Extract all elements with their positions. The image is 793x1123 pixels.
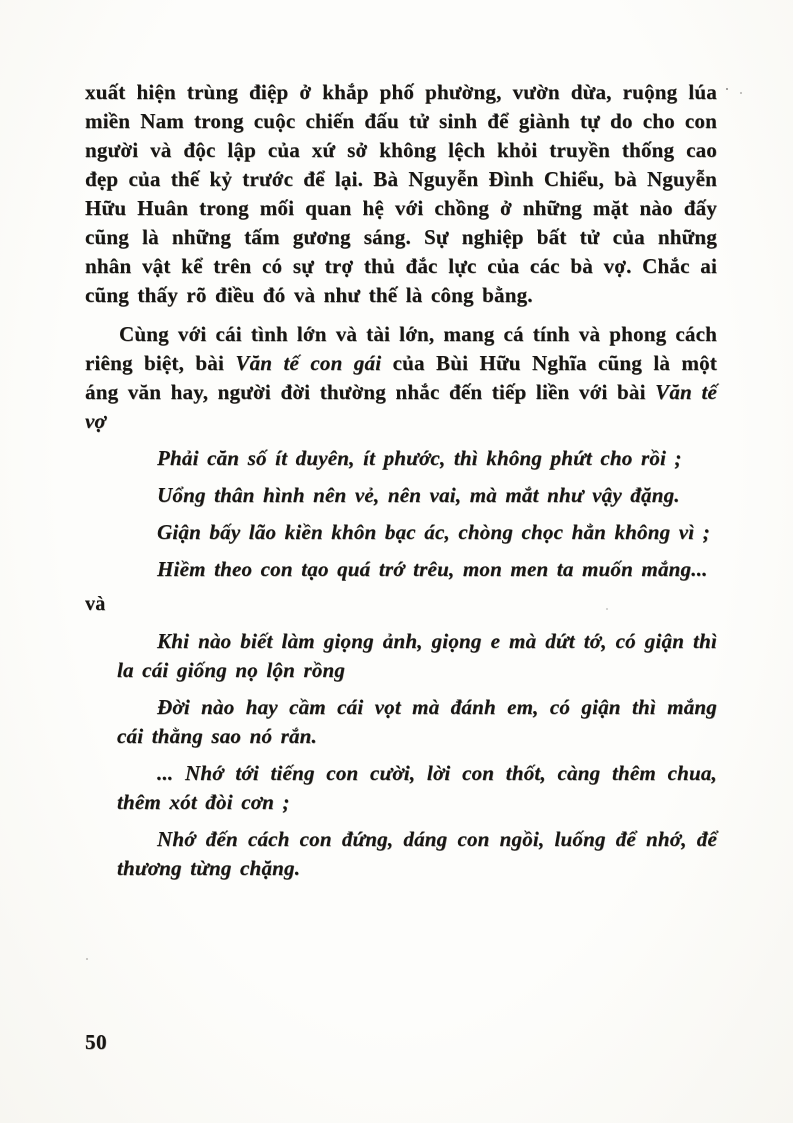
- page-number: 50: [85, 1030, 107, 1054]
- text-run: Đời nào hay cầm cái vọt mà đánh em, có giận thì mắng cái thằng sao nó rắn.: [117, 695, 717, 748]
- paragraph: [85, 320, 717, 436]
- verse-line: [117, 444, 717, 473]
- text-run: xuất hiện trùng điệp ở khắp phố phường, vườn dừa, ruộng lúa miền Nam trong cuộc chiến đấu tử sinh để giành tự do cho con người và độc lập của xứ sở không lệch khỏi truyền thống cao đẹp của thế kỷ trước để lại. Bà Nguyễn Đình Chiểu, bà Nguyễn Hữu Huân trong mối quan hệ với chồng ở những mặt nào đấy cũng là những tấm gương sáng. Sự nghiệp bất tử của những nhân vật kể trên có sự trợ thủ đắc lực của các bà vợ. Chắc ai cũng thấy rõ điều đó và như thế là công bằng.: [85, 80, 717, 307]
- text-run: Uổng thân hình nên vẻ, nên vai, mà mắt như vậy đặng.: [157, 483, 680, 507]
- verse-line: [117, 693, 717, 751]
- paragraph: [85, 78, 717, 310]
- text-run: Khi nào biết làm giọng ảnh, giọng e mà dứt tớ, có giận thì la cái giống nọ lộn rồng: [117, 629, 717, 682]
- text-run: Phải căn số ít duyên, ít phước, thì không phứt cho rồi ;: [157, 446, 682, 470]
- verse-line: [117, 555, 717, 584]
- page-text: [85, 78, 717, 883]
- text-run: Văn tế vợ: [85, 380, 717, 433]
- text-run: của Bùi Hữu Nghĩa cũng là một áng văn hay, người đời thường nhắc đến tiếp liền với bài: [85, 351, 717, 404]
- verse-line: [117, 759, 717, 817]
- scan-speck: [726, 88, 728, 90]
- connector-word: [85, 590, 717, 619]
- verse-line: [117, 825, 717, 883]
- text-run: Giận bấy lão kiền khôn bạc ác, chòng chọc hẳn không vì ;: [157, 520, 710, 544]
- text-run: Cùng với cái tình lớn và tài lớn, mang cá tính và phong cách riêng biệt, bài: [85, 322, 717, 375]
- verse-line: [117, 627, 717, 685]
- text-run: Hiềm theo con tạo quá trớ trêu, mon men ta muốn mắng...: [157, 557, 708, 581]
- text-run: Văn tế con gái: [235, 351, 382, 375]
- verse-line: [117, 481, 717, 510]
- text-run: ... Nhớ tới tiếng con cười, lời con thốt, càng thêm chua, thêm xót đòi cơn ;: [117, 761, 717, 814]
- text-run: và: [85, 593, 106, 615]
- text-run: Nhớ đến cách con đứng, dáng con ngồi, luống để nhớ, để thương từng chặng.: [117, 827, 717, 880]
- verse-line: [117, 518, 717, 547]
